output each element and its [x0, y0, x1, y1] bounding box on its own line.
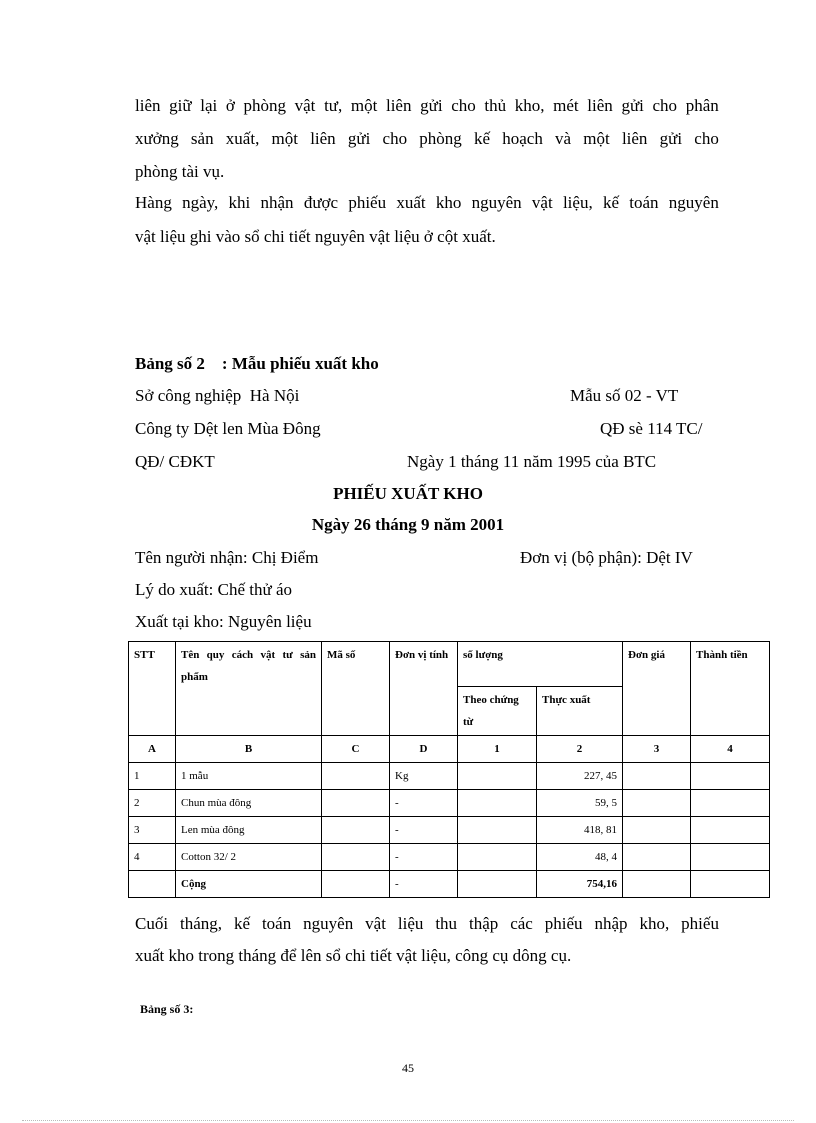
- word: kế: [233, 914, 251, 933]
- word: nguyên: [668, 193, 719, 212]
- word: phòng: [419, 129, 462, 148]
- total-stt: [129, 871, 176, 898]
- word: vật: [365, 914, 386, 933]
- row-unit: -: [390, 817, 458, 844]
- word: gửi: [347, 129, 371, 148]
- word: phiếu: [544, 914, 583, 933]
- company-name: Công ty Dệt len Mùa Đông: [135, 419, 321, 438]
- row-code: [322, 763, 390, 790]
- total-qty-actual: 754,16: [537, 871, 623, 898]
- word: gửi: [659, 129, 683, 148]
- word: thập: [468, 914, 499, 933]
- word: xuất,: [225, 129, 260, 148]
- closing-line-1: [135, 914, 719, 934]
- word: liên: [621, 129, 648, 148]
- total-qty-document: [458, 871, 537, 898]
- col-letter: D: [390, 736, 458, 763]
- word: kho,: [514, 96, 545, 115]
- form-number: Mẫu số 02 - VT: [570, 386, 679, 405]
- row-qty-actual: 418, 81: [537, 817, 623, 844]
- slip-title: PHIẾU XUẤT KHO: [333, 484, 483, 503]
- word: toán: [629, 193, 659, 212]
- word: liên: [587, 96, 613, 115]
- row-qty-document: [458, 763, 537, 790]
- col-letter: 2: [537, 736, 623, 763]
- col-letter: B: [176, 736, 322, 763]
- row-unit: -: [390, 844, 458, 871]
- row-code: [322, 790, 390, 817]
- row-stt: 3: [129, 817, 176, 844]
- total-unit: -: [390, 871, 458, 898]
- row-unit: Kg: [390, 763, 458, 790]
- issue-slip-table: [128, 641, 770, 898]
- header-qty-document: Theo chứng từ: [458, 687, 537, 736]
- word: cho: [451, 96, 476, 115]
- word: một: [271, 129, 298, 148]
- word: kho: [435, 193, 462, 212]
- word: giữ: [169, 96, 192, 115]
- word: nguyên: [471, 193, 522, 212]
- intro-line-4: [135, 193, 719, 213]
- table-caption-3: Bảng số 3:: [140, 1002, 194, 1016]
- word: và: [555, 129, 572, 148]
- slip-date: Ngày 26 tháng 9 năm 2001: [311, 515, 505, 534]
- header-unit-price: Đơn giá: [623, 642, 691, 736]
- word: vật: [531, 193, 553, 212]
- decision-number-cont: QĐ/ CĐKT: [135, 452, 215, 471]
- row-stt: 1: [129, 763, 176, 790]
- word: kho,: [639, 914, 670, 933]
- issue-reason: Lý do xuất: Chế thử áo: [135, 580, 292, 599]
- row-stt: 4: [129, 844, 176, 871]
- receiver-name: Tên người nhận: Chị Điểm: [135, 548, 319, 567]
- row-unit-price: [623, 817, 691, 844]
- row-stt: 2: [129, 790, 176, 817]
- row-unit-price: [623, 844, 691, 871]
- word: thu: [435, 914, 458, 933]
- decision-number: QĐ sè 114 TC/: [600, 419, 703, 438]
- word: liệu: [397, 914, 424, 933]
- word: ngày,: [182, 193, 219, 212]
- row-qty-actual: 59, 5: [537, 790, 623, 817]
- col-letter: 3: [623, 736, 691, 763]
- word: một: [583, 129, 610, 148]
- word: Cuối: [135, 914, 169, 933]
- row-qty-actual: 227, 45: [537, 763, 623, 790]
- row-qty-document: [458, 817, 537, 844]
- word: gửi: [621, 96, 644, 115]
- row-amount: [691, 763, 770, 790]
- word: nhận: [260, 193, 294, 212]
- table-header-row: [129, 642, 770, 687]
- row-code: [322, 844, 390, 871]
- word: liệu,: [562, 193, 593, 212]
- header-unit: Đơn vị tính: [390, 642, 458, 736]
- word: phòng: [243, 96, 286, 115]
- row-unit: -: [390, 790, 458, 817]
- word: hoạch: [502, 129, 543, 148]
- word: tư,: [324, 96, 343, 115]
- decision-date: Ngày 1 tháng 11 năm 1995 của BTC: [407, 452, 657, 471]
- word: nhập: [594, 914, 628, 933]
- page-number: 45: [402, 1061, 414, 1075]
- col-letter: 4: [691, 736, 770, 763]
- total-unit-price: [623, 871, 691, 898]
- table-row: [129, 790, 770, 817]
- row-item-name: Len mùa đông: [176, 817, 322, 844]
- word: được: [303, 193, 339, 212]
- row-amount: [691, 844, 770, 871]
- word: xuất: [396, 193, 426, 212]
- intro-line-1: [135, 96, 719, 116]
- row-item-name: Chun mùa đông: [176, 790, 322, 817]
- intro-line-2: [135, 129, 719, 149]
- col-letter: A: [129, 736, 176, 763]
- word: liên: [385, 96, 412, 115]
- header-item-name: Tên quy cách vật tư sản phẩm: [176, 642, 322, 736]
- word: liên: [135, 96, 161, 115]
- header-stt: STT: [129, 642, 176, 736]
- row-unit-price: [623, 790, 691, 817]
- row-qty-document: [458, 844, 537, 871]
- word: phân: [685, 96, 719, 115]
- word: gửi: [420, 96, 443, 115]
- word: một: [350, 96, 378, 115]
- page-border: [22, 1120, 794, 1121]
- intro-line-3: phòng tài vụ.: [135, 162, 225, 181]
- table-row: [129, 844, 770, 871]
- row-qty-actual: 48, 4: [537, 844, 623, 871]
- intro-line-5: vật liệu ghi vào sổ chi tiết nguyên vật liệu ở cột xuất.: [135, 227, 496, 246]
- receiving-unit: Đơn vị (bộ phận): Dệt IV: [520, 548, 693, 567]
- word: phiếu: [681, 914, 719, 933]
- closing-line-2: xuất kho trong tháng để lên sổ chi tiết vật liệu, công cụ dông cụ.: [135, 946, 572, 965]
- word: cho: [694, 129, 719, 148]
- header-code: Mã số: [322, 642, 390, 736]
- word: ở: [225, 96, 235, 115]
- table-row: [129, 817, 770, 844]
- col-letter: C: [322, 736, 390, 763]
- word: cho: [382, 129, 408, 148]
- word: Hàng: [135, 193, 172, 212]
- word: xưởng: [135, 129, 179, 148]
- total-row: [129, 871, 770, 898]
- header-quantity: số lượng: [458, 642, 623, 687]
- header-amount: Thành tiền: [691, 642, 770, 736]
- word: khi: [228, 193, 251, 212]
- row-qty-document: [458, 790, 537, 817]
- row-code: [322, 817, 390, 844]
- word: thủ: [484, 96, 507, 115]
- total-label: Cộng: [176, 871, 322, 898]
- word: vật: [294, 96, 316, 115]
- row-item-name: 1 mẫu: [176, 763, 322, 790]
- word: cho: [652, 96, 678, 115]
- total-amount: [691, 871, 770, 898]
- row-amount: [691, 817, 770, 844]
- row-amount: [691, 790, 770, 817]
- word: sản: [190, 129, 214, 148]
- word: tháng,: [180, 914, 223, 933]
- word: kế: [473, 129, 491, 148]
- total-code: [322, 871, 390, 898]
- column-letter-row: [129, 736, 770, 763]
- word: phiếu: [348, 193, 387, 212]
- word: mét: [553, 96, 579, 115]
- col-letter: 1: [458, 736, 537, 763]
- department-label: Sở công nghiệp Hà Nội: [135, 386, 300, 405]
- row-unit-price: [623, 763, 691, 790]
- issue-warehouse: Xuất tại kho: Nguyên liệu: [135, 612, 312, 631]
- table-row: [129, 763, 770, 790]
- word: kế: [602, 193, 619, 212]
- word: toán: [261, 914, 292, 933]
- word: liên: [310, 129, 336, 148]
- word: lại: [200, 96, 218, 115]
- word: các: [510, 914, 533, 933]
- word: nguyên: [303, 914, 354, 933]
- table-caption-2: Bảng số 2 : Mẫu phiếu xuất kho: [135, 354, 379, 373]
- header-qty-actual: Thực xuất: [537, 687, 623, 736]
- row-item-name: Cotton 32/ 2: [176, 844, 322, 871]
